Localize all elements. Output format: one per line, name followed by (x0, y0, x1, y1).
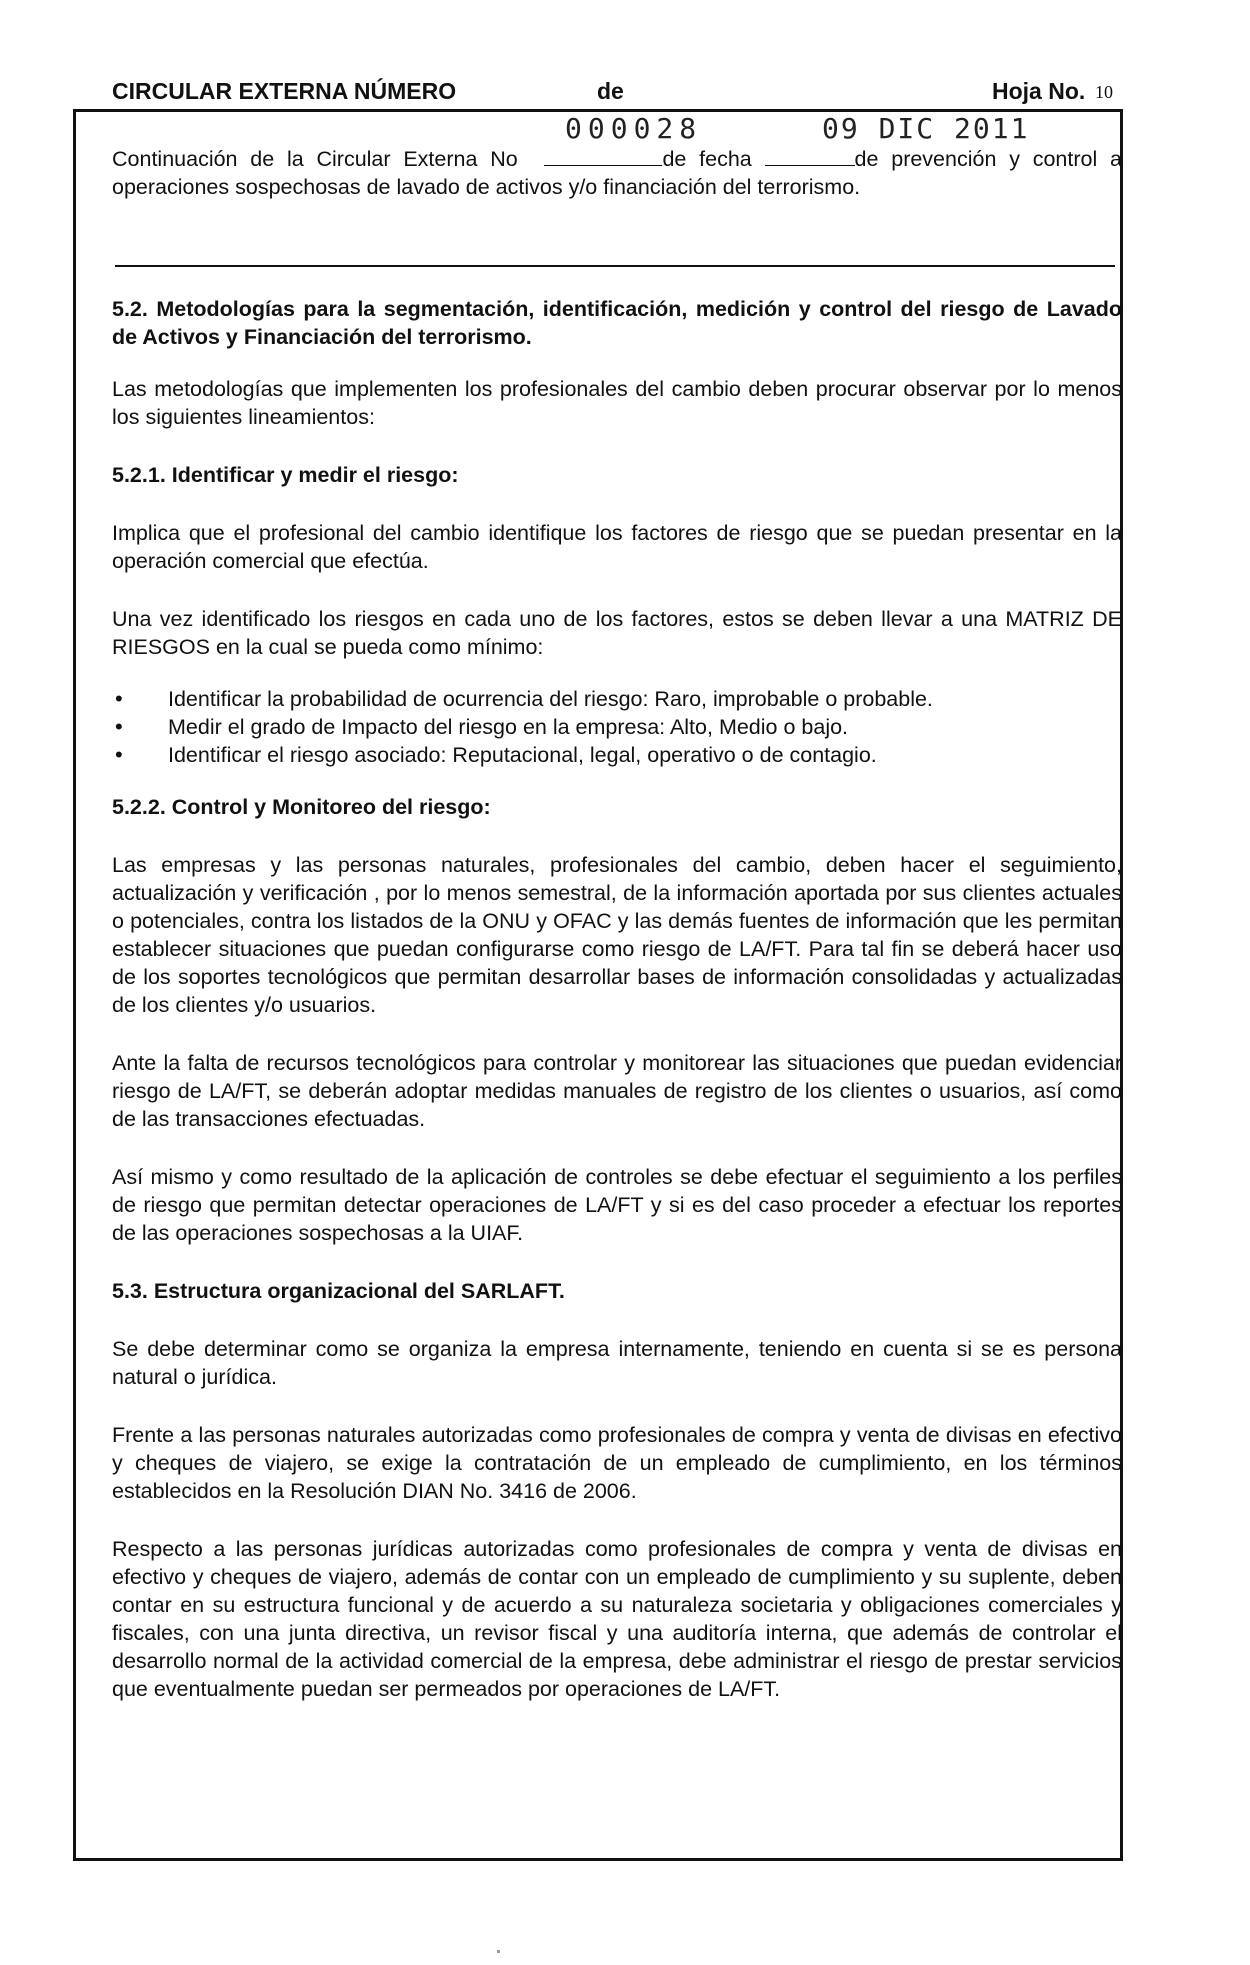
section-5-2-2-heading: 5.2.2. Control y Monitoreo del riesgo: (112, 795, 491, 819)
sheet-number: 10 (1095, 82, 1113, 102)
scan-speck (497, 1950, 500, 1953)
continuation-line (112, 145, 1122, 201)
section-5-3-paragraph-3: Respecto a las personas jurídicas autorizadas como profesionales de compra y venta de divisas en efectivo y cheques de viajero, además de contar con un empleado de cumplimiento y su suplente, deben contar en su estructura funcional y de acuerdo a su naturaleza societaria y obligaciones comerciales y fiscales, con una junta directiva, un revisor fiscal y una auditoría interna, que además de controlar el desarrollo normal de la actividad comercial de la empresa, debe administrar el riesgo de prestar servicios que eventualmente puedan ser permeados por operaciones de LA/FT. (112, 1537, 1122, 1701)
continuation-part1: Continuación de la Circular Externa No (112, 147, 518, 171)
section-5-3-paragraph-1: Se debe determinar como se organiza la empresa internamente, teniendo en cuenta si se es persona natural o jurídica. (112, 1337, 1122, 1389)
sheet-label: Hoja No. (992, 78, 1086, 104)
section-5-2-intro: Las metodologías que implementen los profesionales del cambio deben procurar observar por lo menos los siguientes lineamientos: (112, 377, 1122, 429)
continuation-part3: de prevención y control a operaciones sospechosas de lavado de activos y/o financiación del terrorismo. (112, 147, 1122, 199)
section-5-3-heading: 5.3. Estructura organizacional del SARLAFT. (112, 1279, 565, 1303)
section-5-3-paragraph-2: Frente a las personas naturales autorizadas como profesionales de compra y venta de divisas en efectivo y cheques de viajero, se exige la contratación de un empleado de cumplimiento, en los términos establecidos en la Resolución DIAN No. 3416 de 2006. (112, 1423, 1122, 1503)
section-5-2-1-paragraph-2: Una vez identificado los riesgos en cada uno de los factores, estos se deben llevar a una MATRIZ DE RIESGOS en la cual se pueda como mínimo: (112, 607, 1122, 659)
section-5-2-2-paragraph-2: Ante la falta de recursos tecnológicos para controlar y monitorear las situaciones que puedan evidenciar riesgo de LA/FT, se deberán adoptar medidas manuales de registro de los clientes o usuarios, así como de las transacciones efectuadas. (112, 1051, 1122, 1131)
date-blank (765, 147, 855, 166)
list-item: • Medir el grado de Impacto del riesgo en la empresa: Alto, Medio o bajo. (112, 713, 1122, 741)
stamp-date: 09 DIC 2011 (822, 112, 1030, 145)
header-de: de (597, 78, 624, 104)
section-5-2-heading: 5.2. Metodologías para la segmentación, identificación, medición y control del riesgo de Lavado de Activos y Financiación del terrorismo. (112, 297, 1122, 349)
list-item: • Identificar el riesgo asociado: Reputacional, legal, operativo o de contagio. (112, 741, 1122, 769)
divider-rule (115, 265, 1115, 267)
document-body (112, 295, 1122, 1703)
continuation-part2: de fecha (662, 147, 752, 171)
section-5-2-2-paragraph-1: Las empresas y las personas naturales, profesionales del cambio, deben hacer el seguimiento, actualización y verificación , por lo menos semestral, de la información aportada por sus clientes actuales o potenciales, contra los listados de la ONU y OFAC y las demás fuentes de información que les permitan establecer situaciones que puedan configurarse como riesgo de LA/FT. Para tal fin se deberá hacer uso de los soportes tecnológicos que permitan desarrollar bases de información consolidadas y actualizadas de los clientes y/o usuarios. (112, 853, 1122, 1017)
section-5-2-2-paragraph-3: Así mismo y como resultado de la aplicación de controles se debe efectuar el seguimiento a los perfiles de riesgo que permitan detectar operaciones de LA/FT y si es del caso proceder a efectuar los reportes de las operaciones sospechosas a la UIAF. (112, 1165, 1122, 1245)
risk-matrix-list (112, 685, 1122, 769)
stamp-number: 000028 (565, 112, 703, 145)
header-title: CIRCULAR EXTERNA NÚMERO (112, 78, 457, 104)
circular-number-blank (544, 147, 662, 166)
list-item: • Identificar la probabilidad de ocurrencia del riesgo: Raro, improbable o probable. (112, 685, 1122, 713)
section-5-2-1-paragraph-1: Implica que el profesional del cambio identifique los factores de riesgo que se puedan presentar en la operación comercial que efectúa. (112, 521, 1122, 573)
section-5-2-1-heading: 5.2.1. Identificar y medir el riesgo: (112, 463, 459, 487)
